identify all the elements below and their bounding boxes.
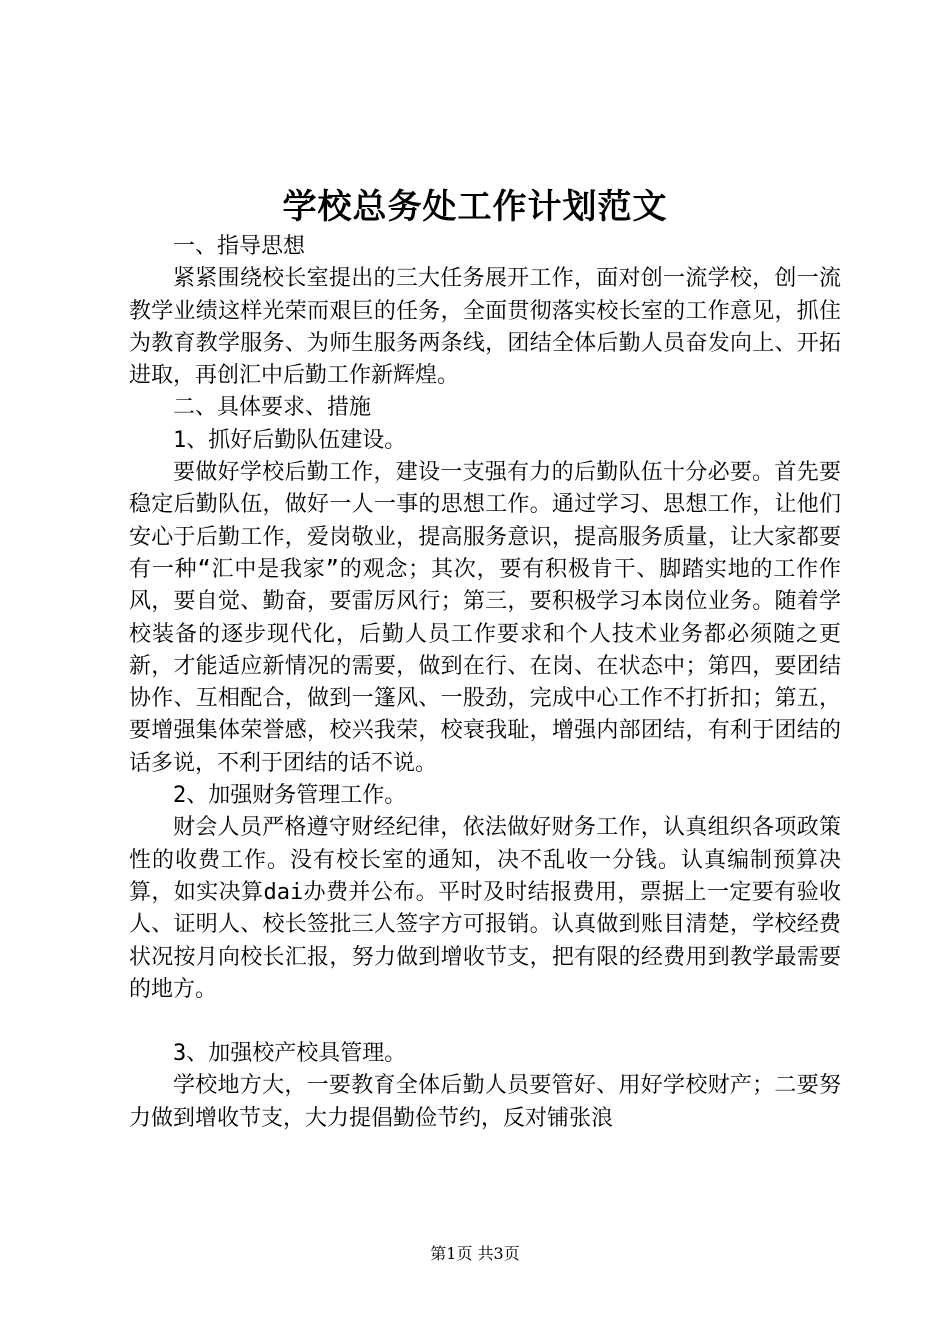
paragraph-guiding-ideology: 紧紧围绕校长室提出的三大任务展开工作，面对创一流学校，创一流教学业绩这样光荣而艰巨的任务，全面贯彻落实校长室的工作意见，抓住为教育教学服务、为师生服务两条线，团结全体后勤人员奋发向上、开拓进取，再创汇中后勤工作新辉煌。 [129, 266, 841, 389]
subheading-assets: 3、加强校产校具管理。 [173, 1041, 407, 1067]
document-body [129, 231, 841, 1135]
section-heading-guiding-ideology: 一、指导思想 [173, 234, 306, 259]
paragraph-finance: 财会人员严格遵守财经纪律，依法做好财务工作，认真组织各项政策性的收费工作。没有校长室的通知，决不乱收一分钱。认真编制预算决算，如实决算dai办费并公布。平时及时结报费用，票据上一定要有验收人、证明人、校长签批三人签字方可报销。认真做到账目清楚，学校经费状况按月向校长汇报，努力做到增收节支，把有限的经费用到教学最需要的地方。 [129, 815, 841, 1002]
subheading-team-building: 1、抓好后勤队伍建设。 [173, 427, 407, 453]
document-title: 学校总务处工作计划范文 [282, 187, 668, 227]
page-number-footer: 第1页 共3页 [430, 1244, 520, 1263]
paragraph-team-building: 要做好学校后勤工作，建设一支强有力的后勤队伍十分必要。首先要稳定后勤队伍，做好一人一事的思想工作。通过学习、思想工作，让他们安心于后勤工作，爱岗敬业，提高服务意识，提高服务质量，让大家都要有一种“汇中是我家”的观念；其次，要有积极肯干、脚踏实地的工作作风，要自觉、勤奋，要雷厉风行；第三，要积极学习本岗位业务。随着学校装备的逐步现代化，后勤人员工作要求和个人技术业务都必须随之更新，才能适应新情况的需要，做到在行、在岗、在状态中；第四，要团结协作、互相配合，做到一篷风、一股劲，完成中心工作不打折扣；第五，要增强集体荣誉感，校兴我荣，校衰我耻，增强内部团结，有利于团结的话多说，不利于团结的话不说。 [129, 460, 841, 776]
section-heading-requirements: 二、具体要求、措施 [173, 395, 372, 421]
subheading-finance: 2、加强财务管理工作。 [173, 783, 407, 809]
paragraph-assets: 学校地方大，一要教育全体后勤人员要管好、用好学校财产；二要努力做到增收节支，大力提倡勤俭节约，反对铺张浪 [129, 1073, 841, 1131]
